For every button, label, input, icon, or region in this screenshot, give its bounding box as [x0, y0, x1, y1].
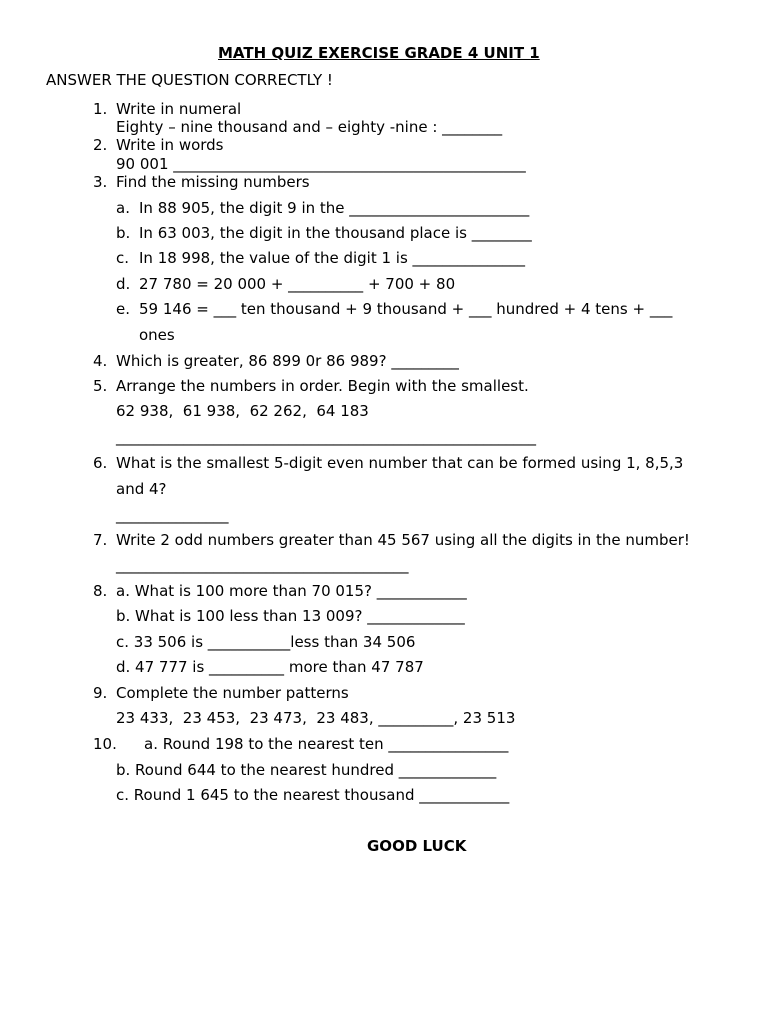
q7-text: Write 2 odd numbers greater than 45 567 using all the digits in the number!: [116, 531, 690, 549]
q8-item: d. 47 777 is __________ more than 47 787: [116, 658, 424, 676]
instruction: ANSWER THE QUESTION CORRECTLY !: [46, 71, 333, 89]
q9-text: Complete the number patterns: [116, 684, 349, 702]
q10-item: c. Round 1 645 to the nearest thousand ____________: [116, 786, 510, 804]
q6-number: 6.: [93, 454, 108, 472]
q3-item-text: 27 780 = 20 000 + __________ + 700 + 80: [139, 275, 456, 293]
q10-item: b. Round 644 to the nearest hundred _____________: [116, 761, 497, 779]
q9-number: 9.: [93, 684, 108, 702]
q3-number: 3.: [93, 173, 108, 191]
q10-item: a. Round 198 to the nearest ten ________________: [144, 735, 509, 753]
q3-item-label: c.: [116, 249, 130, 267]
q3-item-label: e.: [116, 300, 130, 318]
q3-item-label: a.: [116, 199, 130, 217]
q3-item-label: d.: [116, 275, 131, 293]
q6-text: What is the smallest 5-digit even number that can be formed using 1, 8,5,3: [116, 454, 684, 472]
q5-answer-blank: ________________________________________________________: [116, 428, 536, 446]
q9-pattern: 23 433, 23 453, 23 473, 23 483, __________, 23 513: [116, 709, 516, 727]
q5-numbers: 62 938, 61 938, 62 262, 64 183: [116, 402, 369, 420]
q3-item-text: In 18 998, the value of the digit 1 is _______________: [139, 249, 526, 267]
q3-item-continuation: ones: [139, 326, 175, 344]
q10-number: 10.: [93, 735, 117, 753]
closing-text: GOOD LUCK: [367, 837, 467, 855]
q7-answer-blank: _______________________________________: [116, 556, 409, 574]
q7-number: 7.: [93, 531, 108, 549]
q3-item-text: 59 146 = ___ ten thousand + 9 thousand + ___ hundred + 4 tens + ___: [139, 300, 673, 318]
q3-text: Find the missing numbers: [116, 173, 310, 191]
q5-text: Arrange the numbers in order. Begin with the smallest.: [116, 377, 529, 395]
q8-item: a. What is 100 more than 70 015? ____________: [116, 582, 467, 600]
q3-item-text: In 63 003, the digit in the thousand place is ________: [139, 224, 532, 242]
q1-text: Write in numeral: [116, 100, 242, 118]
q8-number: 8.: [93, 582, 108, 600]
q8-item: b. What is 100 less than 13 009? _____________: [116, 607, 465, 625]
q2-number: 2.: [93, 136, 108, 154]
q4-text: Which is greater, 86 899 0r 86 989? _________: [116, 352, 459, 370]
q6-continuation: and 4?: [116, 480, 167, 498]
q8-item: c. 33 506 is ___________less than 34 506: [116, 633, 416, 651]
q4-number: 4.: [93, 352, 108, 370]
q2-sub: 90 001 _______________________________________________: [116, 155, 526, 173]
q6-answer-blank: _______________: [116, 506, 229, 524]
q5-number: 5.: [93, 377, 108, 395]
page-title: MATH QUIZ EXERCISE GRADE 4 UNIT 1: [218, 44, 540, 62]
q1-number: 1.: [93, 100, 108, 118]
q3-item-text: In 88 905, the digit 9 in the ________________________: [139, 199, 530, 217]
q3-item-label: b.: [116, 224, 131, 242]
q2-text: Write in words: [116, 136, 224, 154]
q1-sub: Eighty – nine thousand and – eighty -nine : ________: [116, 118, 503, 136]
